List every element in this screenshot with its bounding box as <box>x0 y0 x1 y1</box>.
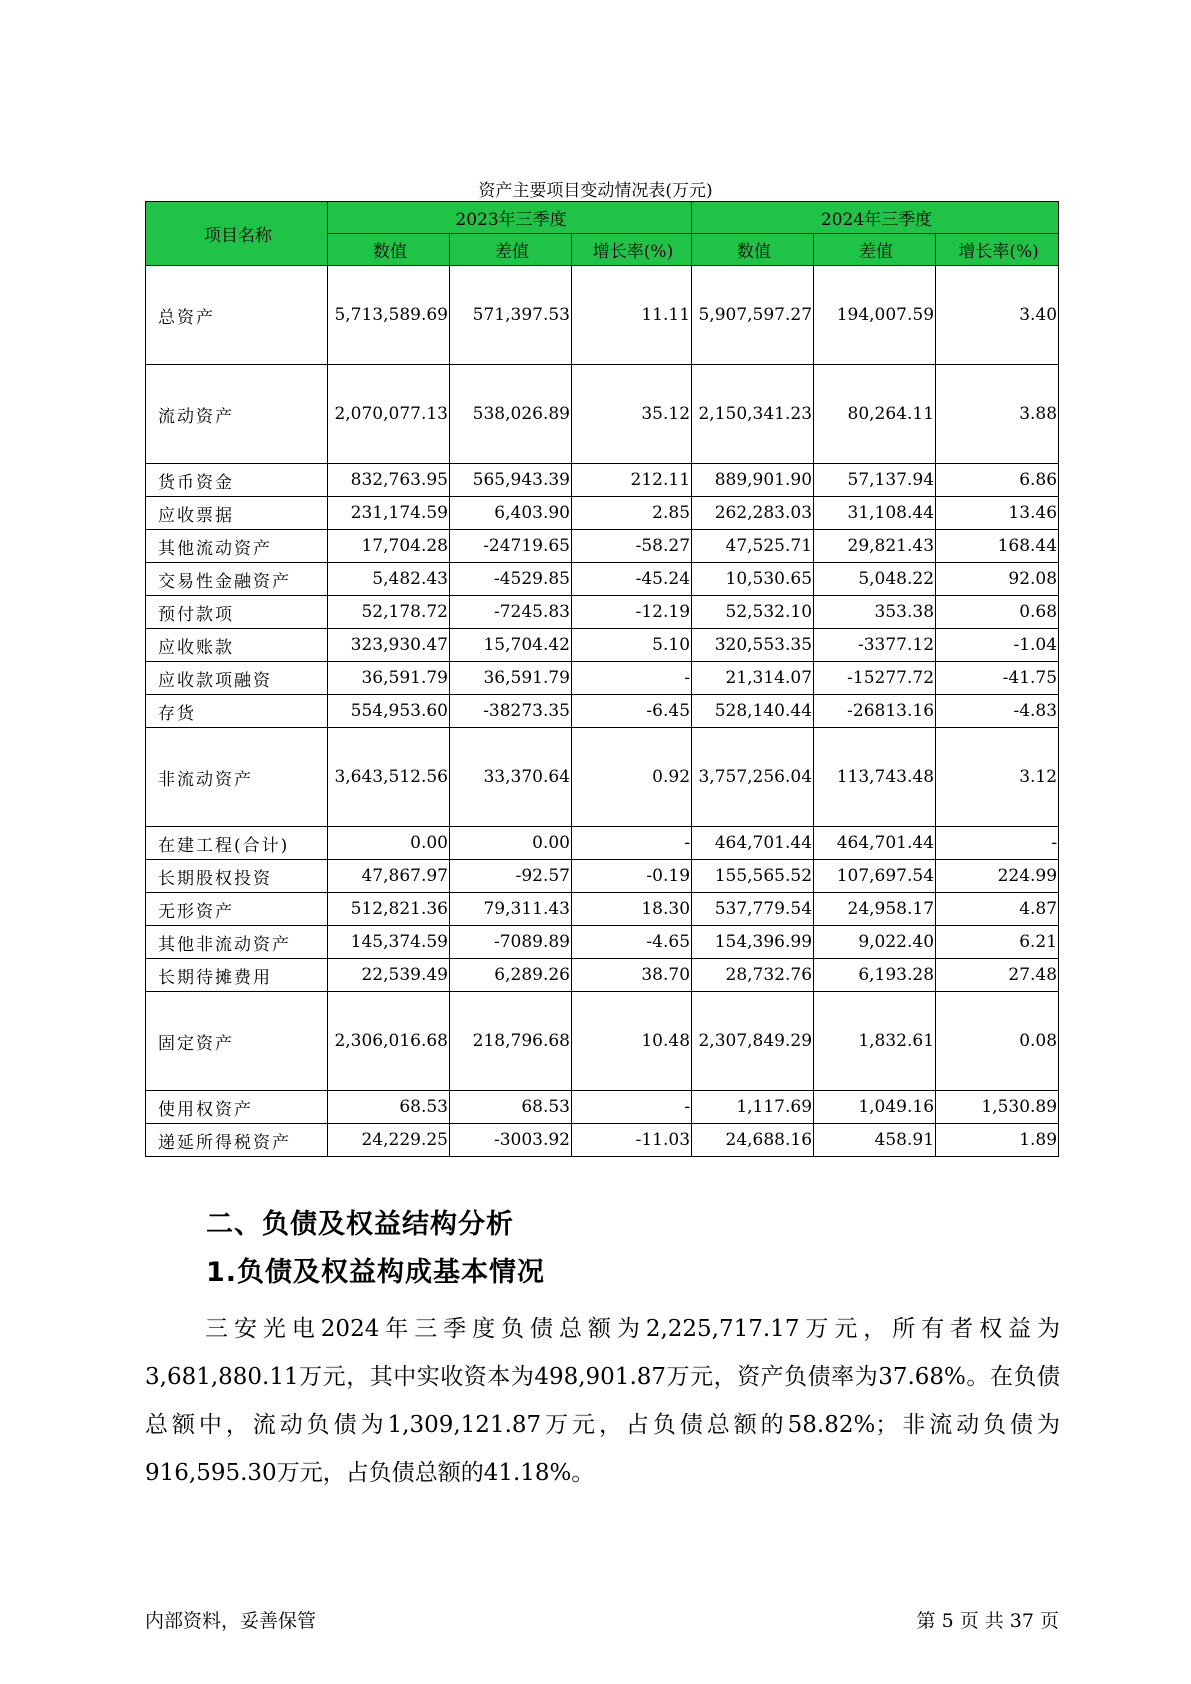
cell-diff-2024: 5,048.22 <box>814 563 936 596</box>
cell-value-2023: 512,821.36 <box>328 893 450 926</box>
table-row <box>146 728 1059 827</box>
cell-diff-2023: 15,704.42 <box>450 629 572 662</box>
cell-value-2024: 24,688.16 <box>692 1124 814 1157</box>
cell-value-2023: 24,229.25 <box>328 1124 450 1157</box>
cell-diff-2024: -26813.16 <box>814 695 936 728</box>
table-row <box>146 662 1059 695</box>
table-row <box>146 992 1059 1091</box>
cell-growth-2024: 27.48 <box>936 959 1059 992</box>
cell-diff-2024: 353.38 <box>814 596 936 629</box>
cell-value-2023: 231,174.59 <box>328 497 450 530</box>
cell-growth-2024: -41.75 <box>936 662 1059 695</box>
cell-diff-2024: 1,832.61 <box>814 992 936 1091</box>
cell-diff-2023: -7245.83 <box>450 596 572 629</box>
cell-growth-2024: -1.04 <box>936 629 1059 662</box>
cell-diff-2024: 194,007.59 <box>814 266 936 365</box>
cell-growth-2024: - <box>936 827 1059 860</box>
cell-value-2024: 10,530.65 <box>692 563 814 596</box>
header-value-2023: 数值 <box>328 234 450 266</box>
table-row <box>146 596 1059 629</box>
cell-growth-2023: - <box>572 827 692 860</box>
table-row <box>146 563 1059 596</box>
cell-value-2024: 528,140.44 <box>692 695 814 728</box>
cell-value-2024: 464,701.44 <box>692 827 814 860</box>
cell-diff-2024: 113,743.48 <box>814 728 936 827</box>
table-row <box>146 695 1059 728</box>
section-heading: 二、负债及权益结构分析 <box>206 1209 514 1240</box>
cell-diff-2023: 0.00 <box>450 827 572 860</box>
cell-growth-2023: -11.03 <box>572 1124 692 1157</box>
table-row <box>146 827 1059 860</box>
cell-value-2023: 5,482.43 <box>328 563 450 596</box>
row-item-name: 应收票据 <box>146 497 328 530</box>
cell-diff-2023: 6,289.26 <box>450 959 572 992</box>
header-growth-2023: 增长率(%) <box>572 234 692 266</box>
cell-growth-2023: 10.48 <box>572 992 692 1091</box>
cell-diff-2023: 218,796.68 <box>450 992 572 1091</box>
header-growth-2024: 增长率(%) <box>936 234 1059 266</box>
table-row <box>146 266 1059 365</box>
row-item-name: 流动资产 <box>146 365 328 464</box>
cell-value-2023: 2,306,016.68 <box>328 992 450 1091</box>
cell-growth-2023: - <box>572 1091 692 1124</box>
cell-value-2024: 154,396.99 <box>692 926 814 959</box>
table-row <box>146 1124 1059 1157</box>
cell-diff-2023: 571,397.53 <box>450 266 572 365</box>
cell-diff-2024: 1,049.16 <box>814 1091 936 1124</box>
table-row <box>146 365 1059 464</box>
cell-diff-2023: -3003.92 <box>450 1124 572 1157</box>
cell-value-2023: 145,374.59 <box>328 926 450 959</box>
cell-growth-2023: 0.92 <box>572 728 692 827</box>
cell-value-2023: 2,070,077.13 <box>328 365 450 464</box>
cell-growth-2024: 224.99 <box>936 860 1059 893</box>
header-value-2024: 数值 <box>692 234 814 266</box>
cell-value-2024: 21,314.07 <box>692 662 814 695</box>
header-period-2023: 2023年三季度 <box>328 202 692 234</box>
cell-value-2024: 28,732.76 <box>692 959 814 992</box>
cell-value-2024: 5,907,597.27 <box>692 266 814 365</box>
row-item-name: 其他流动资产 <box>146 530 328 563</box>
cell-growth-2024: 13.46 <box>936 497 1059 530</box>
cell-diff-2023: 565,943.39 <box>450 464 572 497</box>
cell-growth-2023: 35.12 <box>572 365 692 464</box>
cell-value-2024: 1,117.69 <box>692 1091 814 1124</box>
row-item-name: 预付款项 <box>146 596 328 629</box>
cell-growth-2023: - <box>572 662 692 695</box>
header-item-name: 项目名称 <box>146 202 328 266</box>
cell-growth-2024: 6.21 <box>936 926 1059 959</box>
header-period-2024: 2024年三季度 <box>692 202 1059 234</box>
table-row <box>146 860 1059 893</box>
cell-value-2023: 5,713,589.69 <box>328 266 450 365</box>
cell-diff-2023: -92.57 <box>450 860 572 893</box>
cell-diff-2024: 57,137.94 <box>814 464 936 497</box>
row-item-name: 递延所得税资产 <box>146 1124 328 1157</box>
cell-growth-2023: -0.19 <box>572 860 692 893</box>
cell-diff-2024: 464,701.44 <box>814 827 936 860</box>
cell-growth-2023: -6.45 <box>572 695 692 728</box>
row-item-name: 长期股权投资 <box>146 860 328 893</box>
cell-diff-2023: -4529.85 <box>450 563 572 596</box>
cell-value-2024: 3,757,256.04 <box>692 728 814 827</box>
row-item-name: 其他非流动资产 <box>146 926 328 959</box>
cell-growth-2023: 11.11 <box>572 266 692 365</box>
table-row <box>146 530 1059 563</box>
cell-growth-2024: 1,530.89 <box>936 1091 1059 1124</box>
row-item-name: 应收账款 <box>146 629 328 662</box>
cell-value-2023: 0.00 <box>328 827 450 860</box>
row-item-name: 货币资金 <box>146 464 328 497</box>
section-subheading: 1.负债及权益构成基本情况 <box>206 1257 546 1288</box>
cell-diff-2023: 79,311.43 <box>450 893 572 926</box>
cell-diff-2023: 33,370.64 <box>450 728 572 827</box>
cell-growth-2024: 92.08 <box>936 563 1059 596</box>
row-item-name: 交易性金融资产 <box>146 563 328 596</box>
cell-diff-2023: -7089.89 <box>450 926 572 959</box>
cell-value-2024: 47,525.71 <box>692 530 814 563</box>
cell-diff-2024: 9,022.40 <box>814 926 936 959</box>
cell-diff-2023: -24719.65 <box>450 530 572 563</box>
cell-value-2024: 262,283.03 <box>692 497 814 530</box>
cell-value-2023: 52,178.72 <box>328 596 450 629</box>
footer-confidential-note: 内部资料，妥善保管 <box>145 1610 317 1632</box>
cell-growth-2024: 0.68 <box>936 596 1059 629</box>
cell-growth-2024: 1.89 <box>936 1124 1059 1157</box>
cell-growth-2024: 3.12 <box>936 728 1059 827</box>
table-row <box>146 464 1059 497</box>
cell-diff-2023: 6,403.90 <box>450 497 572 530</box>
row-item-name: 固定资产 <box>146 992 328 1091</box>
footer-page-number: 第 5 页 共 37 页 <box>916 1610 1059 1632</box>
row-item-name: 无形资产 <box>146 893 328 926</box>
row-item-name: 在建工程(合计) <box>146 827 328 860</box>
cell-value-2023: 832,763.95 <box>328 464 450 497</box>
cell-growth-2023: -4.65 <box>572 926 692 959</box>
cell-value-2024: 2,307,849.29 <box>692 992 814 1091</box>
cell-growth-2024: 3.40 <box>936 266 1059 365</box>
table-caption: 资产主要项目变动情况表(万元) <box>478 181 713 201</box>
cell-growth-2024: 3.88 <box>936 365 1059 464</box>
header-diff-2023: 差值 <box>450 234 572 266</box>
table-header <box>146 202 1059 266</box>
cell-growth-2024: -4.83 <box>936 695 1059 728</box>
cell-diff-2023: 68.53 <box>450 1091 572 1124</box>
cell-diff-2023: -38273.35 <box>450 695 572 728</box>
cell-diff-2023: 36,591.79 <box>450 662 572 695</box>
row-item-name: 使用权资产 <box>146 1091 328 1124</box>
table-row <box>146 959 1059 992</box>
cell-growth-2023: 38.70 <box>572 959 692 992</box>
cell-growth-2023: -12.19 <box>572 596 692 629</box>
cell-growth-2023: -45.24 <box>572 563 692 596</box>
cell-value-2023: 323,930.47 <box>328 629 450 662</box>
table-row <box>146 926 1059 959</box>
cell-value-2023: 68.53 <box>328 1091 450 1124</box>
cell-value-2024: 320,553.35 <box>692 629 814 662</box>
cell-value-2024: 889,901.90 <box>692 464 814 497</box>
row-item-name: 长期待摊费用 <box>146 959 328 992</box>
cell-diff-2024: -15277.72 <box>814 662 936 695</box>
table-body <box>146 266 1059 1157</box>
cell-diff-2024: 29,821.43 <box>814 530 936 563</box>
table-row <box>146 629 1059 662</box>
cell-diff-2024: 458.91 <box>814 1124 936 1157</box>
cell-growth-2023: -58.27 <box>572 530 692 563</box>
row-item-name: 应收款项融资 <box>146 662 328 695</box>
cell-diff-2024: -3377.12 <box>814 629 936 662</box>
cell-value-2023: 47,867.97 <box>328 860 450 893</box>
cell-diff-2024: 80,264.11 <box>814 365 936 464</box>
table-row <box>146 1091 1059 1124</box>
cell-growth-2024: 168.44 <box>936 530 1059 563</box>
cell-value-2023: 3,643,512.56 <box>328 728 450 827</box>
cell-growth-2023: 18.30 <box>572 893 692 926</box>
row-item-name: 非流动资产 <box>146 728 328 827</box>
header-diff-2024: 差值 <box>814 234 936 266</box>
cell-value-2024: 155,565.52 <box>692 860 814 893</box>
cell-value-2023: 554,953.60 <box>328 695 450 728</box>
cell-value-2023: 36,591.79 <box>328 662 450 695</box>
cell-diff-2023: 538,026.89 <box>450 365 572 464</box>
cell-growth-2023: 5.10 <box>572 629 692 662</box>
cell-value-2024: 2,150,341.23 <box>692 365 814 464</box>
cell-value-2024: 537,779.54 <box>692 893 814 926</box>
cell-diff-2024: 31,108.44 <box>814 497 936 530</box>
cell-value-2024: 52,532.10 <box>692 596 814 629</box>
row-item-name: 存货 <box>146 695 328 728</box>
cell-growth-2023: 212.11 <box>572 464 692 497</box>
cell-diff-2024: 24,958.17 <box>814 893 936 926</box>
cell-growth-2024: 6.86 <box>936 464 1059 497</box>
cell-diff-2024: 6,193.28 <box>814 959 936 992</box>
paragraph-text: 三安光电2024年三季度负债总额为2,225,717.17万元，所有者权益为3,681,880.11万元，其中实收资本为498,901.87万元，资产负债率为37.68%。在负债总额中，流动负债为1,309,121.87万元，占负债总额的58.82%；非流动负债为916,595.30万元，占负债总额的41.18%。 <box>145 1316 1060 1486</box>
table-row <box>146 893 1059 926</box>
cell-growth-2023: 2.85 <box>572 497 692 530</box>
table-row <box>146 497 1059 530</box>
cell-value-2023: 17,704.28 <box>328 530 450 563</box>
cell-value-2023: 22,539.49 <box>328 959 450 992</box>
cell-growth-2024: 4.87 <box>936 893 1059 926</box>
row-item-name: 总资产 <box>146 266 328 365</box>
cell-diff-2024: 107,697.54 <box>814 860 936 893</box>
asset-change-table <box>145 201 1059 1157</box>
cell-growth-2024: 0.08 <box>936 992 1059 1091</box>
body-paragraph <box>145 1305 1060 1497</box>
